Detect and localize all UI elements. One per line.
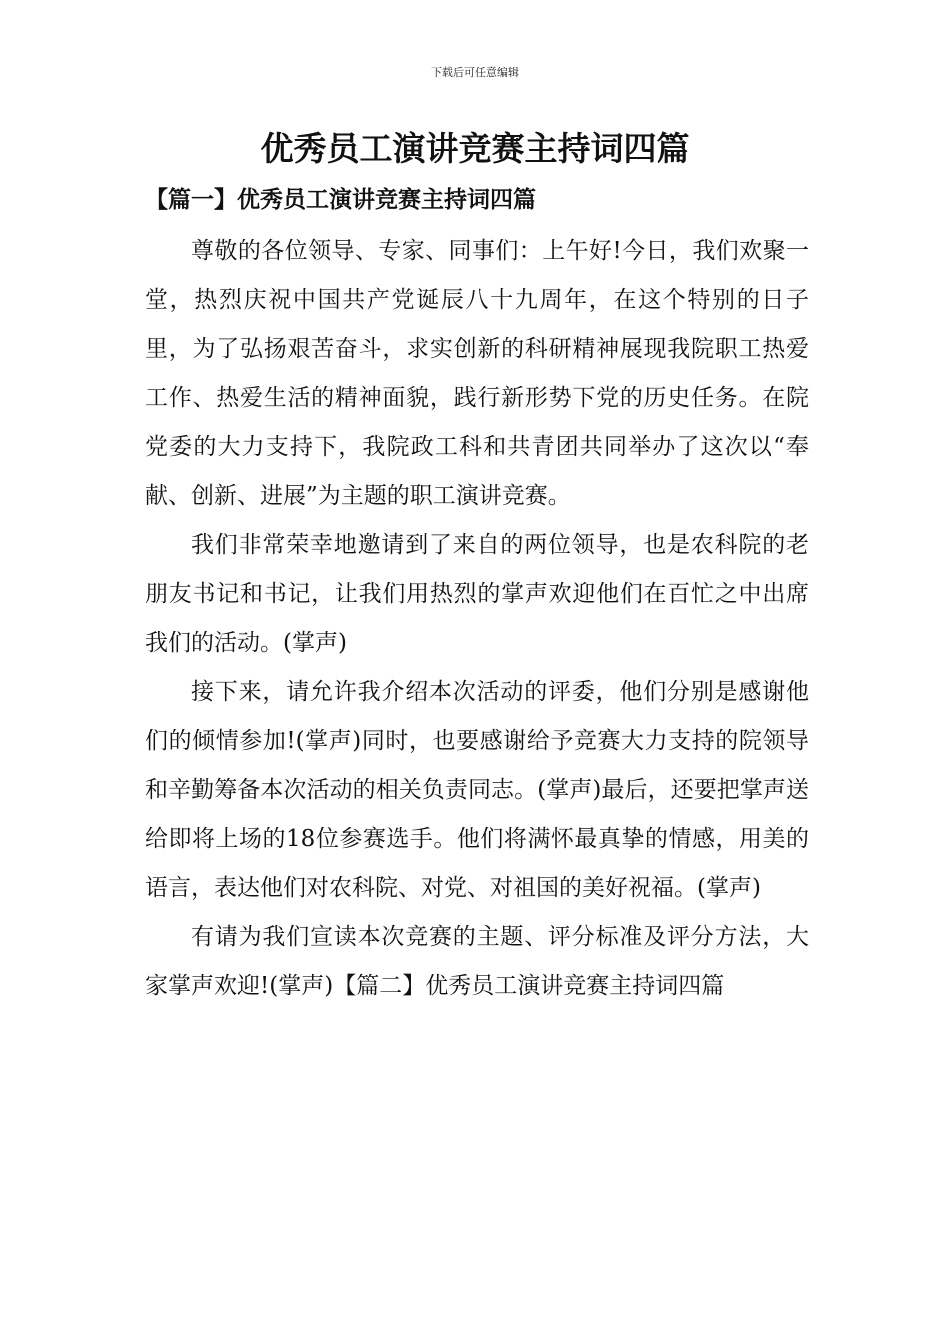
paragraph: 接下来，请允许我介绍本次活动的评委，他们分别是感谢他们的倾情参加!(掌声)同时，也要感谢给予竞赛大力支持的院领导和辛勤筹备本次活动的相关负责同志。(掌声)最后，还要把掌声送给即将上场的18位参赛选手。他们将满怀最真挚的情感，用美的语言，表达他们对农科院、对党、对祖国的美好祝福。(掌声): [145, 679, 809, 901]
paragraph: 我们非常荣幸地邀请到了来自的两位领导，也是农科院的老朋友书记和书记，让我们用热烈的掌声欢迎他们在百忙之中出席我们的活动。(掌声): [145, 532, 809, 656]
document-title: 优秀员工演讲竞赛主持词四篇: [260, 129, 690, 168]
paragraph: 尊敬的各位领导、专家、同事们：上午好!今日，我们欢聚一堂，热烈庆祝中国共产党诞辰八十九周年，在这个特别的日子里，为了弘扬艰苦奋斗，求实创新的科研精神展现我院职工热爱工作、热爱生活的精神面貌，践行新形势下党的历史任务。在院党委的大力支持下，我院政工科和共青团共同举办了这次以“奉献、创新、进展”为主题的职工演讲竞赛。: [145, 238, 809, 509]
section-heading: 【篇一】优秀员工演讲竞赛主持词四篇: [145, 186, 536, 213]
paragraph: 有请为我们宣读本次竞赛的主题、评分标准及评分方法，大家掌声欢迎!(掌声)【篇二】优秀员工演讲竞赛主持词四篇: [145, 924, 809, 999]
document-body: [145, 227, 809, 1011]
page-header-note: 下载后可任意编辑: [431, 66, 519, 79]
